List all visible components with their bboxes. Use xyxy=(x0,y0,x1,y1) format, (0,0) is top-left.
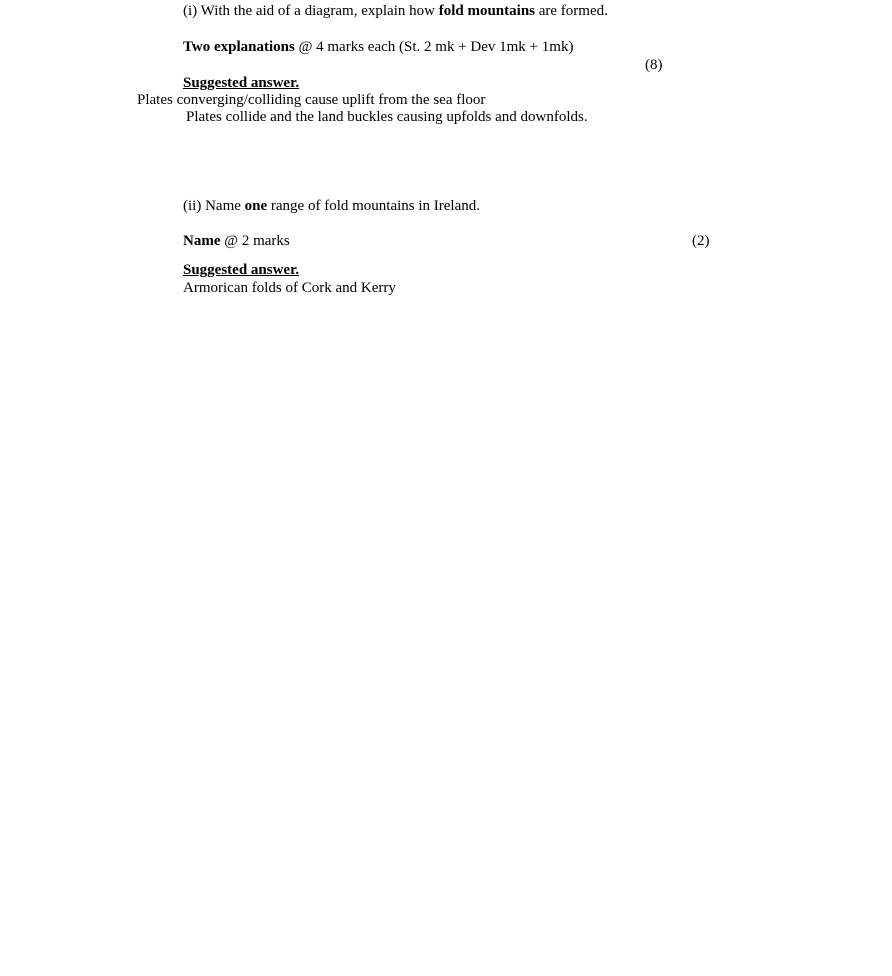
marking-scheme-ii-rest: @ 2 marks xyxy=(220,233,290,249)
answer-ii-line-1: Armorican folds of Cork and Kerry xyxy=(183,280,396,296)
question-i-suffix: are formed. xyxy=(535,3,608,19)
answer-i-line-1: Plates converging/colliding cause uplift from the sea floor xyxy=(137,92,486,108)
answer-i-line-2: Plates collide and the land buckles causing upfolds and downfolds. xyxy=(186,109,588,125)
question-ii-prefix: (ii) Name xyxy=(183,198,245,214)
marking-scheme-i-bold: Two explanations xyxy=(183,39,295,55)
marking-scheme-i-rest: @ 4 marks each (St. 2 mk + Dev 1mk + 1mk) xyxy=(294,39,574,55)
marks-i: (8) xyxy=(645,57,663,73)
question-i-prefix: (i) With the aid of a diagram, explain how xyxy=(183,3,439,19)
marking-scheme-ii-bold: Name xyxy=(183,233,221,249)
question-ii-bold: one xyxy=(244,198,268,214)
suggested-answer-heading-ii: Suggested answer. xyxy=(183,262,300,278)
question-i xyxy=(183,2,608,20)
question-i-bold: fold mountains xyxy=(438,3,535,19)
marks-ii: (2) xyxy=(692,233,710,249)
marking-scheme-ii xyxy=(183,232,290,250)
question-ii-suffix: range of fold mountains in Ireland. xyxy=(267,198,480,214)
suggested-answer-heading-i: Suggested answer. xyxy=(183,75,300,91)
question-ii xyxy=(183,197,480,215)
marking-scheme-i xyxy=(183,38,573,56)
